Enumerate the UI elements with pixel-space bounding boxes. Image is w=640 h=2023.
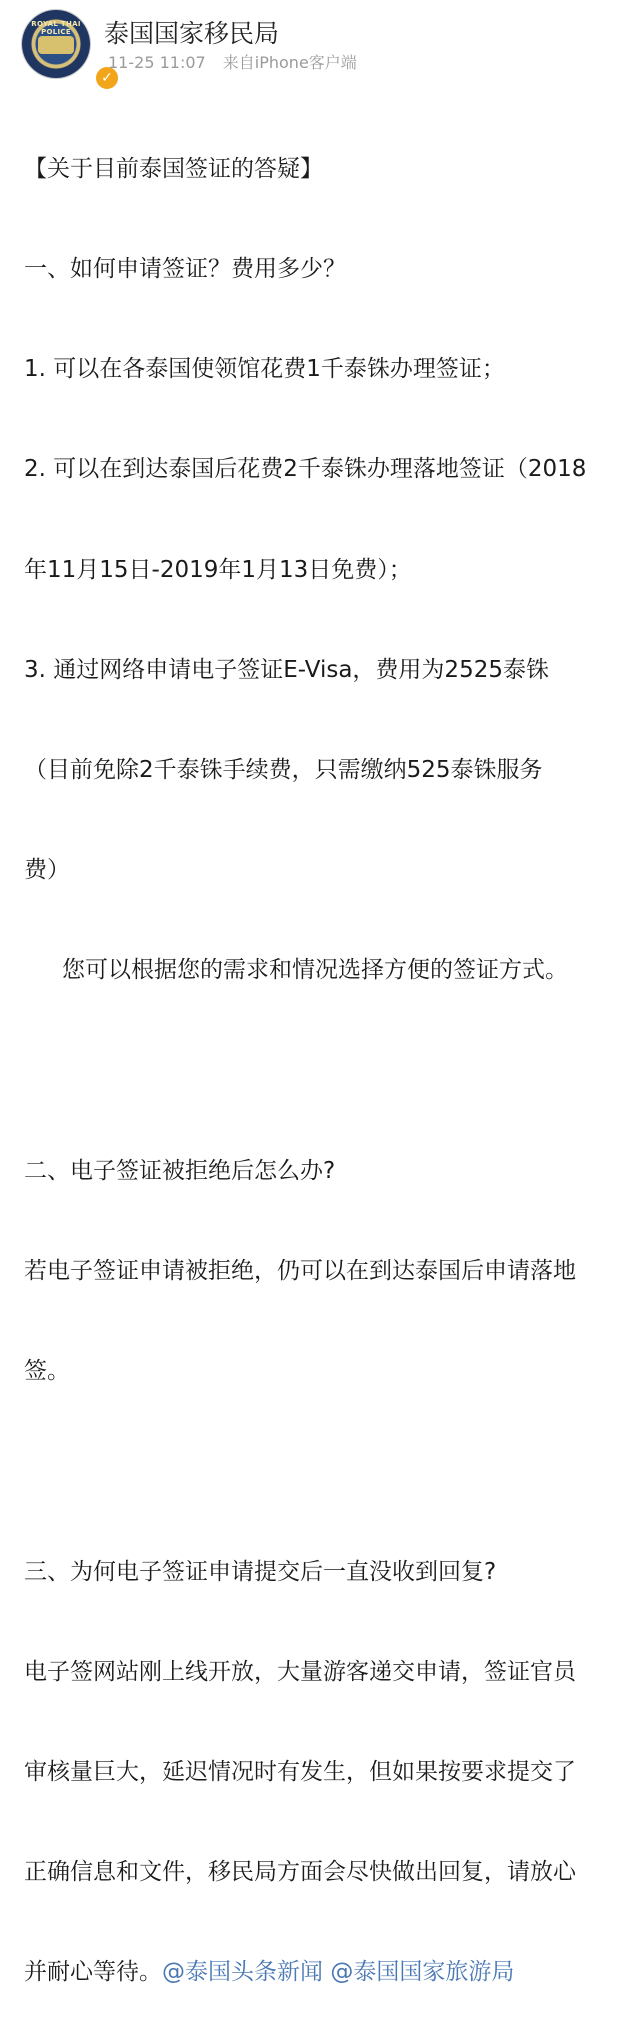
post-line [24,1455,624,1488]
post-line: 费） [24,857,70,884]
post-line: 年11月15日-2019年1月13日免费）； [24,556,412,583]
avatar-seal-text: ROYAL THAI POLICE [31,20,81,36]
post-line [24,1055,624,1088]
post-line: 您可以根据您的需求和情况选择方便的签证方式。 [62,957,568,984]
post-source[interactable]: 来自iPhone客户端 [222,53,357,72]
post-line: 若电子签证申请被拒绝，仍可以在到达泰国后申请落地 [24,1258,576,1285]
post-line: 一、如何申请签证？费用多少？ [24,256,346,283]
account-name[interactable]: 泰国国家移民局 [104,19,280,48]
post-line: 审核量巨大，延迟情况时有发生，但如果按要求提交了 [24,1759,576,1786]
post-line: 3. 通过网络申请电子签证E-Visa，费用为2525泰铢 [24,656,549,683]
post-time: 11-25 11:07 [108,53,206,72]
avatar[interactable] [22,10,113,86]
post-meta [108,50,369,73]
mention-link[interactable]: @泰国头条新闻 [162,1959,323,1986]
post-line: 二、电子签证被拒绝后怎么办? [24,1157,336,1184]
post-line: 电子签网站刚上线开放，大量游客递交申请，签证官员 [24,1658,576,1685]
post-line: （目前免除2千泰铢手续费，只需缴纳525泰铢服务 [24,757,543,784]
post-line: 并耐心等待。 [24,1959,162,1986]
avatar-emblem [38,36,74,54]
post-line-with-mentions [24,1956,624,1989]
post-line: 签。 [24,1358,70,1385]
post-line: 正确信息和文件，移民局方面会尽快做出回复，请放心 [24,1859,576,1886]
post-line: 1. 可以在各泰国使领馆花费1千泰铢办理签证； [24,356,505,383]
post-body [24,86,624,2023]
post-header [0,0,640,86]
post-line: 三、为何电子签证申请提交后一直没收到回复? [24,1558,497,1585]
mention-link[interactable]: @泰国国家旅游局 [330,1959,515,1986]
verified-badge-icon: ✓ [94,65,120,91]
post-line: 【关于目前泰国签证的答疑】 [24,155,323,182]
post-line: 2. 可以在到达泰国后花费2千泰铢办理落地签证（2018 [24,456,587,483]
